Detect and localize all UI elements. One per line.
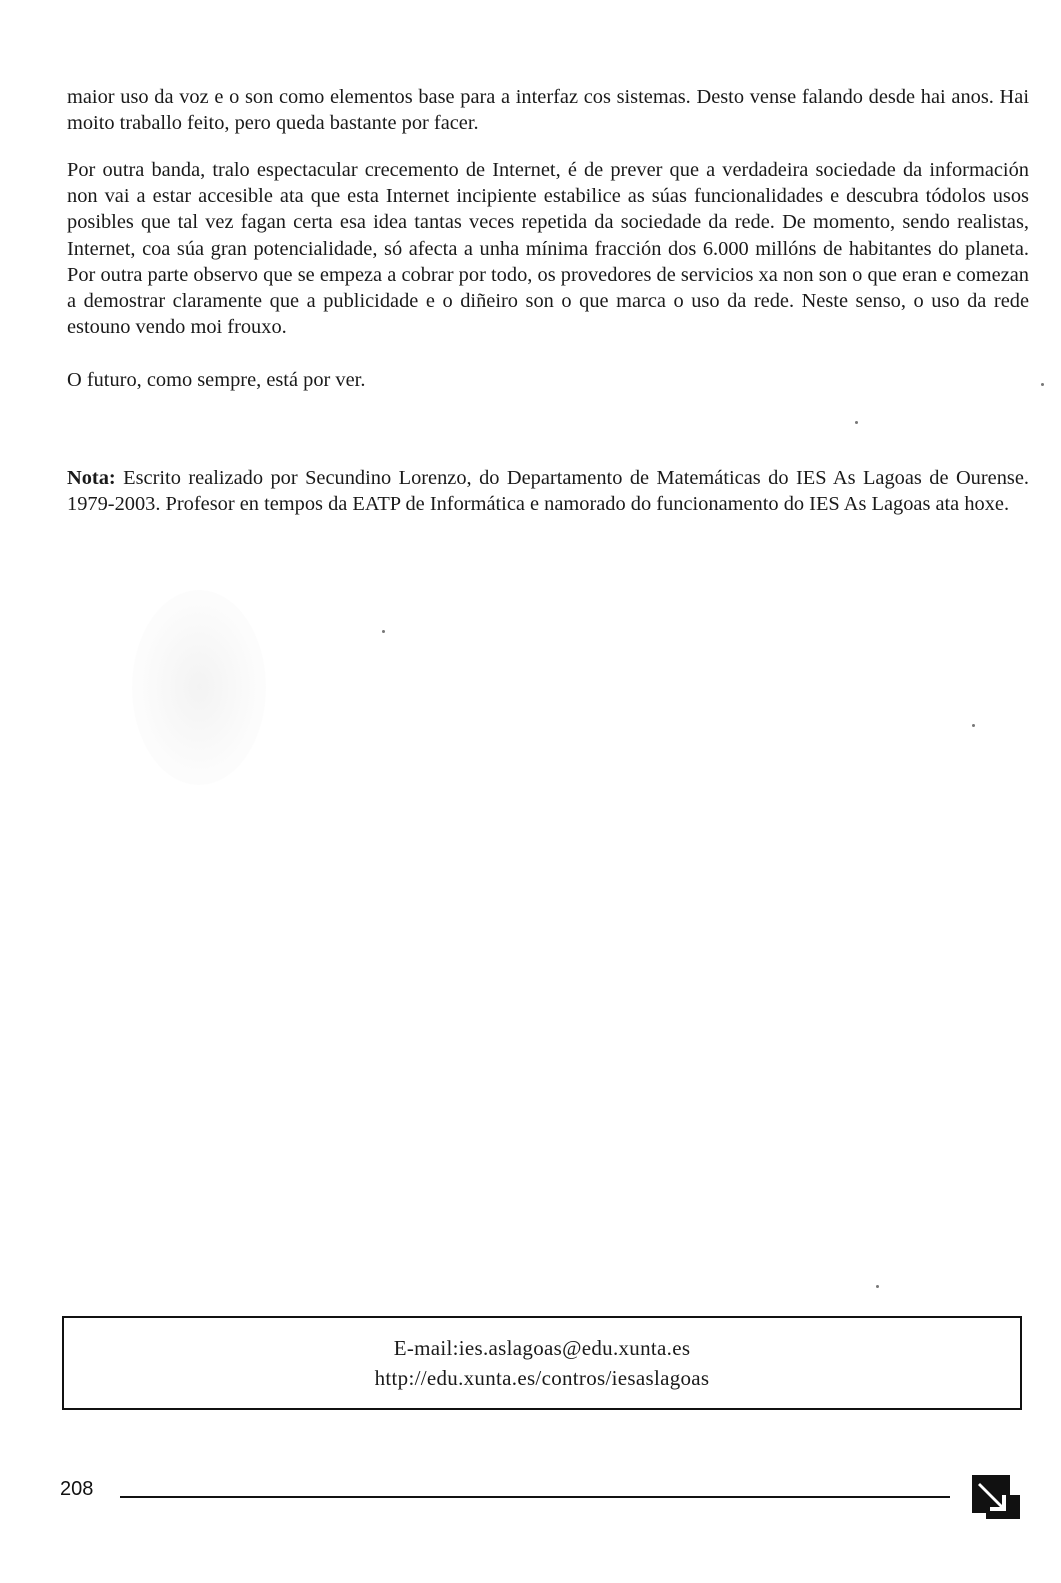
- page-number: 208: [60, 1478, 94, 1500]
- body-paragraph-1: maior uso da voz e o son como elementos base para a interfaz cos sistemas. Desto vense falando desde hai anos. Hai moito traballo feito, pero queda bastante por facer.: [67, 86, 1029, 135]
- scan-speck: [876, 1285, 879, 1288]
- scan-speck: [855, 421, 858, 424]
- contact-url[interactable]: http://edu.xunta.es/contros/iesaslagoas: [374, 1366, 710, 1390]
- author-note: [67, 465, 1029, 517]
- note-label: Nota:: [67, 467, 116, 489]
- paper-blemish: [132, 590, 266, 785]
- diagonal-arrow-icon: [972, 1473, 1022, 1521]
- scan-speck: [382, 630, 385, 633]
- contact-email[interactable]: E-mail:ies.aslagoas@edu.xunta.es: [393, 1336, 691, 1360]
- body-paragraph-3: O futuro, como sempre, está por ver.: [67, 369, 366, 391]
- note-text: Escrito realizado por Secundino Lorenzo, do Departamento de Matemáticas do IES As Lagoas de Ourense. 1979-2003. Profesor en tempos da EATP de Informática e namorado do funcionamento do IES As Lagoas ata hoxe.: [67, 467, 1029, 516]
- scan-speck: [972, 724, 975, 727]
- scan-speck: [1041, 383, 1044, 386]
- body-paragraph-2: Por outra banda, tralo espectacular crecemento de Internet, é de prever que a verdadeira sociedade da información non vai a estar accesible ata que esta Internet incipiente estabilice as súas funcionalidades e descubra tódolos usos posibles que tal vez fagan certa esa idea tantas veces repetida da sociedade da rede. De momento, sendo realistas, Internet, coa súa gran potencialidade, só afecta a unha mínima fracción dos 6.000 millóns de habitantes do planeta. Por outra parte observo que se empeza a cobrar por todo, os provedores de servicios xa non son o que eran e comezan a demostrar claramente que a publicidade e o diñeiro son o que marca o uso da rede. Neste senso, o uso da rede estouno vendo moi frouxo.: [67, 159, 1029, 339]
- contact-box: [62, 1316, 1022, 1410]
- footer-rule: [120, 1496, 950, 1498]
